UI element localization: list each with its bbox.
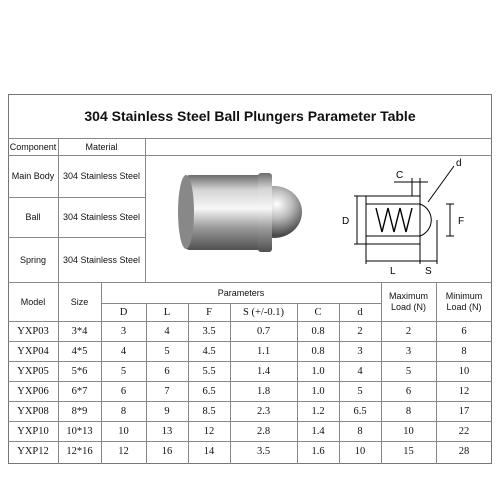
cell-min: 8 [461, 346, 467, 357]
cell-d: 6.5 [353, 406, 367, 417]
cell-min: 10 [458, 366, 470, 377]
cell-s: 1.4 [256, 366, 271, 377]
cell-l: 7 [164, 386, 170, 397]
cell-l: 6 [164, 366, 170, 377]
parameters-header: Parameters [217, 287, 265, 298]
material-spring: 304 Stainless Steel [62, 254, 141, 265]
component-ball: Ball [25, 212, 41, 222]
cell-c: 1.0 [311, 386, 325, 397]
cell-d: 10 [354, 446, 366, 457]
cell-max: 6 [405, 386, 412, 397]
cell-d: 10 [118, 426, 129, 437]
cell-d: 8 [357, 426, 363, 437]
spring-shape [376, 208, 412, 232]
col-S-header: S (+/-0.1) [243, 307, 284, 318]
cell-l: 16 [161, 446, 173, 457]
cell-model: YXP03 [17, 326, 49, 337]
cell-d: 2 [357, 326, 363, 337]
cell-s: 1.8 [256, 386, 271, 397]
cell-model: YXP05 [17, 366, 49, 377]
cell-min: 12 [458, 386, 470, 397]
col-F-header: F [206, 307, 212, 318]
cell-d: 4 [120, 346, 127, 357]
cell-d: 6 [120, 386, 127, 397]
cell-model: YXP12 [17, 446, 49, 457]
cell-c: 1.6 [311, 446, 325, 457]
cell-f: 14 [203, 446, 215, 457]
cell-d: 8 [120, 406, 127, 417]
cell-c: 1.4 [311, 426, 325, 437]
cell-l: 13 [161, 426, 173, 437]
col-C-header: C [314, 307, 322, 318]
cell-d: 12 [118, 446, 129, 457]
cell-f: 12 [203, 426, 215, 437]
label-d: d [456, 158, 462, 169]
cell-f: 5.5 [202, 366, 216, 377]
cell-d: 5 [120, 366, 127, 377]
cell-d: 5 [357, 386, 363, 397]
dimension-drawing [336, 158, 486, 276]
cell-s: 0.7 [256, 326, 271, 337]
divider [145, 138, 146, 282]
cell-c: 0.8 [311, 346, 325, 357]
material-header: Material [85, 141, 118, 152]
label-C: C [396, 170, 404, 181]
cell-s: 3.5 [256, 446, 271, 457]
cell-size: 6*7 [71, 386, 88, 397]
ball-outline [420, 204, 431, 236]
cell-model: YXP04 [17, 346, 49, 357]
cell-model: YXP10 [17, 426, 49, 437]
max-load-header: Maximum Load (N) [388, 291, 428, 312]
component-main-body: Main Body [11, 171, 55, 181]
cell-l: 9 [164, 406, 170, 417]
cell-max: 5 [405, 366, 412, 377]
cell-model: YXP08 [17, 406, 49, 417]
cell-max: 2 [405, 326, 412, 337]
label-L: L [390, 266, 396, 276]
cell-max: 10 [403, 426, 414, 437]
model-header: Model [20, 296, 46, 307]
cell-s: 2.8 [256, 426, 271, 437]
component-header: Component [9, 141, 57, 152]
cell-c: 0.8 [311, 326, 325, 337]
cell-f: 4.5 [202, 346, 216, 357]
col-D-header: D [119, 307, 128, 318]
material-ball: 304 Stainless Steel [62, 212, 141, 222]
cell-min: 17 [458, 406, 470, 417]
cell-d: 3 [120, 326, 127, 337]
page-title: 304 Stainless Steel Ball Plungers Parameter Table [84, 108, 416, 124]
label-F: F [458, 216, 465, 227]
material-main-body: 304 Stainless Steel [62, 171, 141, 181]
cell-c: 1.2 [311, 406, 325, 417]
cell-size: 12*16 [66, 446, 93, 457]
cell-d: 3 [357, 346, 363, 357]
cell-max: 3 [405, 346, 412, 357]
cell-s: 1.1 [256, 346, 271, 357]
cell-model: YXP06 [17, 386, 49, 397]
cell-max: 8 [405, 406, 412, 417]
cell-size: 4*5 [71, 346, 88, 357]
cell-min: 28 [458, 446, 470, 457]
body-outline [366, 196, 420, 244]
cell-size: 10*13 [66, 426, 93, 437]
cell-size: 3*4 [71, 326, 88, 337]
label-S: S [425, 266, 432, 276]
cell-d: 4 [357, 366, 363, 377]
min-load-header: Minimum Load (N) [445, 291, 483, 312]
col-d-header: d [357, 307, 363, 318]
cell-min: 6 [461, 326, 467, 337]
cell-c: 1.0 [311, 366, 325, 377]
cell-f: 3.5 [202, 326, 216, 337]
cell-size: 8*9 [71, 406, 88, 417]
ball-plunger-photo [172, 165, 312, 260]
cell-size: 5*6 [71, 366, 88, 377]
cell-f: 8.5 [202, 406, 216, 417]
size-header: Size [70, 296, 89, 307]
cell-l: 5 [164, 346, 170, 357]
component-spring: Spring [19, 254, 46, 265]
label-D: D [342, 216, 350, 227]
cell-max: 15 [403, 446, 414, 457]
body-end [178, 175, 194, 249]
dim-d-leader [428, 166, 454, 202]
cell-l: 4 [164, 326, 170, 337]
cell-min: 22 [458, 426, 470, 437]
cell-f: 6.5 [202, 386, 216, 397]
cell-s: 2.3 [256, 406, 271, 417]
col-L-header: L [163, 307, 171, 318]
body-rim [258, 173, 272, 252]
